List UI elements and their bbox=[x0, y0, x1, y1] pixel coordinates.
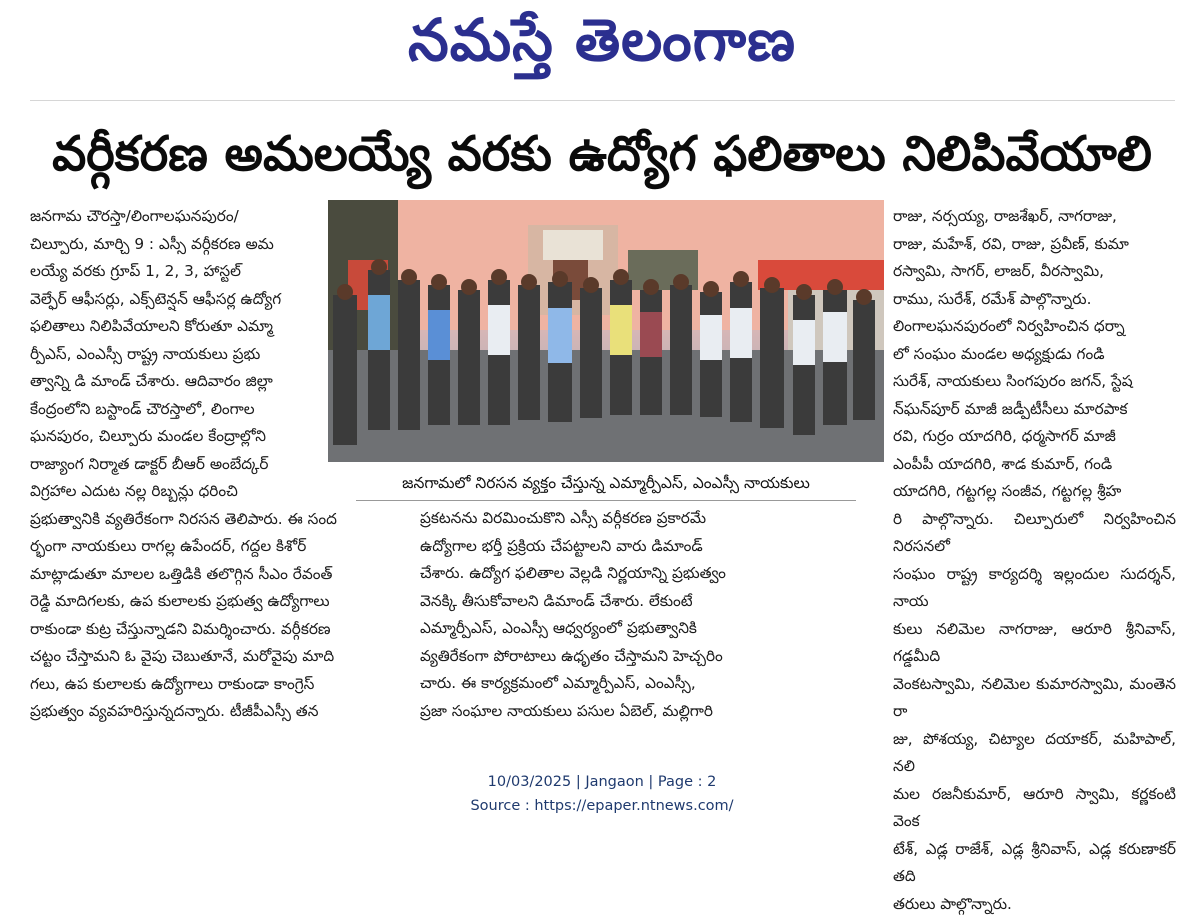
article-column-2 bbox=[420, 505, 782, 725]
article-line: రాజ్యాంగ నిర్మాత డాక్టర్ బీఆర్ అంబేద్కర్ bbox=[30, 451, 398, 479]
article-line: జు, పోశయ్య, చిట్యాల దయాకర్, మహిపాల్, నలి bbox=[893, 726, 1176, 781]
article-line: లింగాలఘనపురంలో నిర్వహించిన ధర్నా bbox=[893, 313, 1176, 341]
article-line: సంఘం రాష్ట్ర కార్యదర్శి ఇల్లందుల సుదర్శన్, నాయ bbox=[893, 561, 1176, 616]
article-line: లో సంఘం మండల అధ్యక్షుడు గండి bbox=[893, 341, 1176, 369]
photo-caption bbox=[356, 470, 856, 501]
article-line: సురేశ్, నాయకులు సింగపురం జగన్, స్టేష bbox=[893, 368, 1176, 396]
article-line: రెడ్డి మాదిగలకు, ఉప కులాలకు ప్రభుత్వ ఉద్యోగాలు bbox=[30, 588, 398, 616]
article-line: కేంద్రంలోని బస్టాండ్ చౌరస్తాలో, లింగాల bbox=[30, 396, 398, 424]
article-line: ప్రభుత్వం వ్యవహరిస్తున్నదన్నారు. టీజీపీఎస్సీ తన bbox=[30, 698, 398, 726]
article-line: రి పాల్గొన్నారు. చిల్పూరులో నిర్వహించిన నిరసనలో bbox=[893, 506, 1176, 561]
article-line: రాజు, మహేశ్, రవి, రాజు, ప్రవీణ్, కుమా bbox=[893, 231, 1176, 259]
article-line: మాట్లాడుతూ మాలల ఒత్తిడికి తలొగ్గిన సీఎం రేవంత్ bbox=[30, 561, 398, 589]
protest-photo-illustration bbox=[328, 200, 884, 462]
article-line: ప్రకటనను విరమించుకొని ఎస్సీ వర్గీకరణ ప్రకారమే bbox=[420, 505, 782, 533]
article-line: న్‌ఘన్‌పూర్ మాజీ జడ్పీటీసీలు మారపాక bbox=[893, 396, 1176, 424]
article-line: ఘనపురం, చిల్పూరు మండల కేంద్రాల్లోని bbox=[30, 423, 398, 451]
article-line: ప్రజా సంఘాల నాయకులు పసుల ఏబెల్, మల్లిగారి bbox=[420, 698, 782, 726]
article-line: రస్వామి, సాగర్, లాజర్, వీరస్వామి, bbox=[893, 258, 1176, 286]
article-line: ఉద్యోగాల భర్తీ ప్రక్రియ చేపట్టాలని వారు డిమాండ్ bbox=[420, 533, 782, 561]
article-line: తరులు పాల్గొన్నారు. bbox=[893, 891, 1176, 918]
article-line: మల రజనీకుమార్, ఆరూరి స్వామి, కర్ణకంటి వెంక bbox=[893, 781, 1176, 836]
article-line: రాము, సురేశ్, రమేశ్ పాల్గొన్నారు. bbox=[893, 286, 1176, 314]
edition-info: 10/03/2025 | Jangaon | Page : 2 bbox=[0, 770, 1204, 794]
article-line: ఫలితాలు నిలిపివేయాలని కోరుతూ ఎమ్మా bbox=[30, 313, 398, 341]
headline-text: వర్గీకరణ అమలయ్యే వరకు ఉద్యోగ ఫలితాలు నిలిపివేయాలి bbox=[52, 130, 1152, 178]
article-line: ప్రభుత్వానికి వ్యతిరేకంగా నిరసన తెలిపారు. ఈ సంద bbox=[30, 506, 398, 534]
article-line: చట్టం చేస్తామని ఓ వైపు చెబుతూనే, మరోవైపు మాది bbox=[30, 643, 398, 671]
article-line: వెనక్కి తీసుకోవాలని డిమాండ్ చేశారు. లేకుంటే bbox=[420, 588, 782, 616]
article-line: చారు. ఈ కార్యక్రమంలో ఎమ్మార్పీఎస్, ఎంఎస్సీ, bbox=[420, 670, 782, 698]
article-line: ర్భంగా నాయకులు రాగల్ల ఉపేందర్, గద్దల కిశోర్ bbox=[30, 533, 398, 561]
article-line: విగ్రహాల ఎదుట నల్ల రిబ్బన్లు ధరించి bbox=[30, 478, 398, 506]
article-line: యాదగిరి, గట్టగల్ల సంజీవ, గట్టగల్ల శ్రీహ bbox=[893, 478, 1176, 506]
article-line: లయ్యే వరకు గ్రూప్ 1, 2, 3, హాస్టల్ bbox=[30, 258, 398, 286]
footer bbox=[0, 770, 1204, 818]
article-line: చేశారు. ఉద్యోగ ఫలితాల వెల్లడి నిర్ణయాన్ని ప్రభుత్వం bbox=[420, 560, 782, 588]
article-line: చిల్పూరు, మార్చి 9 : ఎస్సీ వర్గీకరణ అమ bbox=[30, 231, 398, 259]
article-line: ఎంపీపీ యాదగిరి, శాడ కుమార్, గండి bbox=[893, 451, 1176, 479]
article-line: టేశ్, ఎడ్ల రాజేశ్, ఎడ్ల శ్రీనివాస్, ఎడ్ల కరుణాకర్ తది bbox=[893, 836, 1176, 891]
masthead bbox=[0, 0, 1204, 80]
photo-caption-text: జనగామలో నిరసన వ్యక్తం చేస్తున్న ఎమ్మార్పీఎస్, ఎంఎస్సీ నాయకులు bbox=[402, 474, 810, 496]
article-line: గలు, ఉప కులాలకు ఉద్యోగాలు రాకుండా కాంగ్రెస్ bbox=[30, 671, 398, 699]
article-line: రవి, గుర్రం యాదగిరి, ధర్మసాగర్ మాజీ bbox=[893, 423, 1176, 451]
article-line: వెంకటస్వామి, నలిమెల కుమారస్వామి, మంతెన రా bbox=[893, 671, 1176, 726]
source-link[interactable]: Source : https://epaper.ntnews.com/ bbox=[0, 794, 1204, 818]
masthead-divider bbox=[30, 100, 1175, 101]
article-line: ఎమ్మార్పీఎస్, ఎంఎస్సీ ఆధ్వర్యంలో ప్రభుత్వానికి bbox=[420, 615, 782, 643]
article-line: రాకుండా కుట్ర చేస్తున్నాడని విమర్శించారు. వర్గీకరణ bbox=[30, 616, 398, 644]
article-line: కులు నలిమెల నాగరాజు, ఆరూరి శ్రీనివాస్, గడ్డమీది bbox=[893, 616, 1176, 671]
article-line: రాజు, నర్సయ్య, రాజశేఖర్, నాగరాజు, bbox=[893, 203, 1176, 231]
article-line: వ్యతిరేకంగా పోరాటాలు ఉధృతం చేస్తామని హెచ్చరిం bbox=[420, 643, 782, 671]
newspaper-logo: నమస్తే తెలంగాణ bbox=[408, 11, 796, 69]
article-line: త్వాన్ని డి మాండ్ చేశారు. ఆదివారం జిల్లా bbox=[30, 368, 398, 396]
article-line: ర్పీఎస్, ఎంఎస్సీ రాష్ట్ర నాయకులు ప్రభు bbox=[30, 341, 398, 369]
headline bbox=[22, 118, 1182, 190]
news-photo bbox=[328, 200, 884, 462]
article-line: వెల్ఫేర్ ఆఫీసర్లు, ఎక్స్‌టెన్షన్ ఆఫీసర్ల ఉద్యోగ bbox=[30, 286, 398, 314]
article-line: జనగామ చౌరస్తా/లింగాలఘనపురం/ bbox=[30, 203, 398, 231]
